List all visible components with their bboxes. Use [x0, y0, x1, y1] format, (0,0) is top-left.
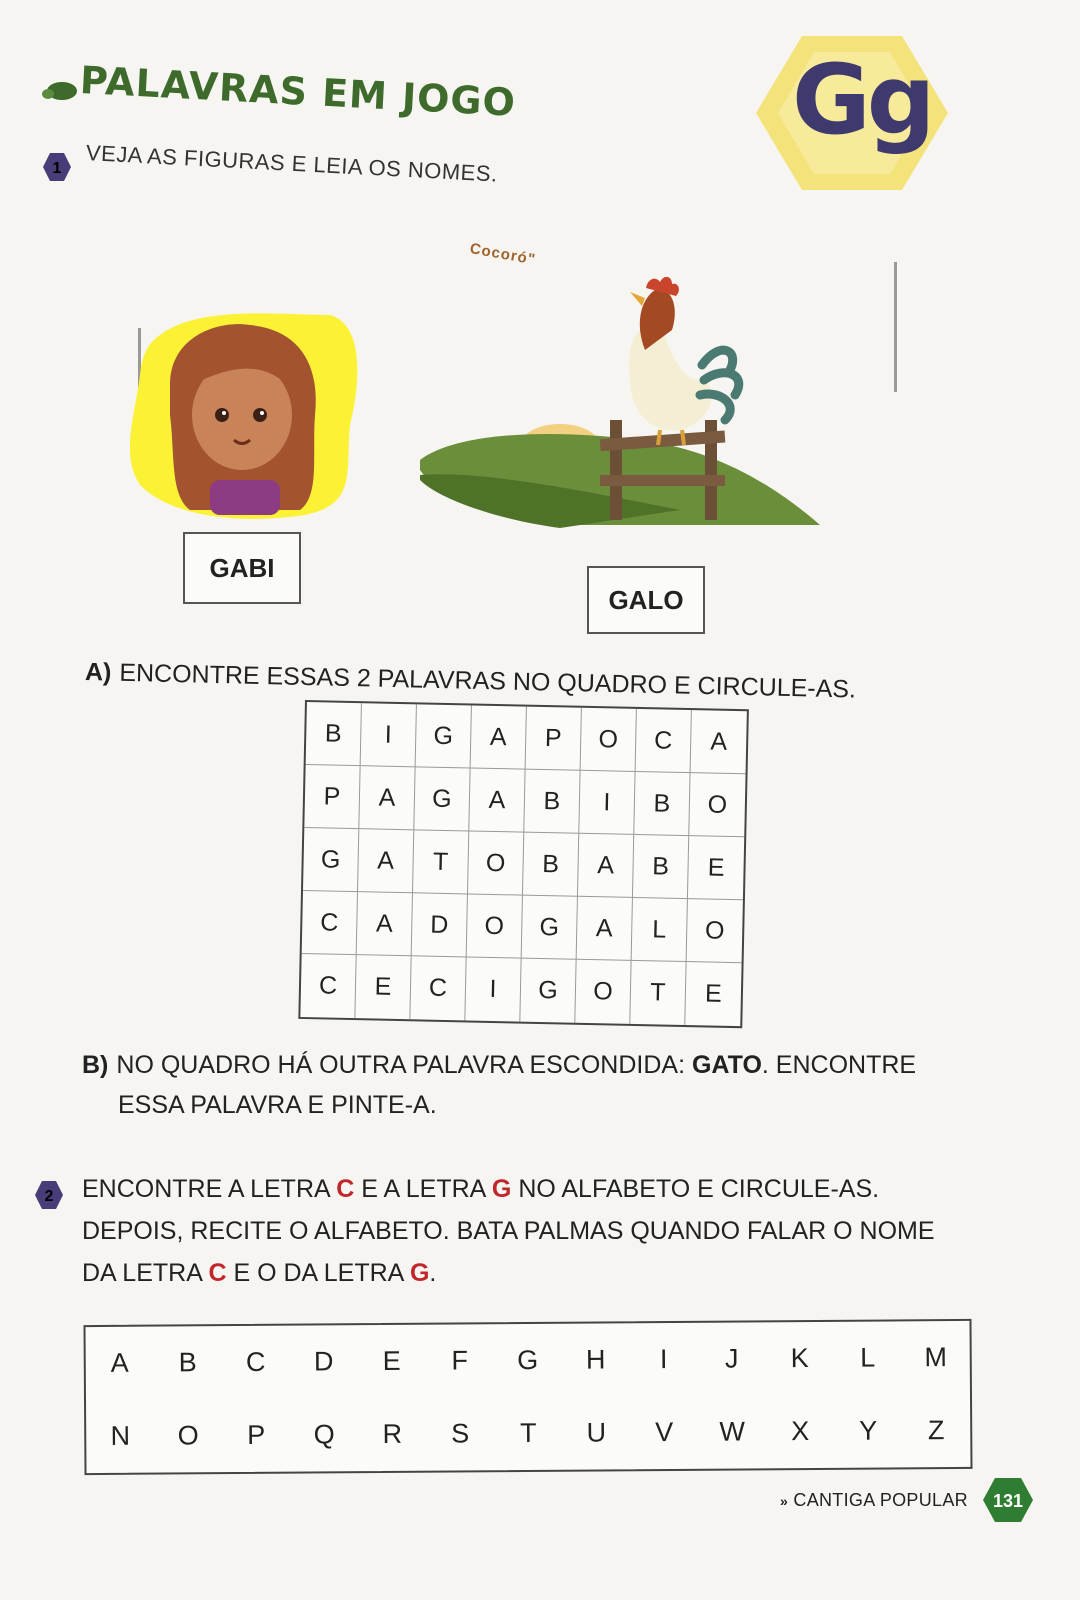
grid-cell[interactable]: A: [471, 705, 527, 769]
alphabet-letter[interactable]: G: [517, 1344, 539, 1376]
alphabet-letter[interactable]: L: [860, 1342, 876, 1373]
alphabet-letter[interactable]: H: [585, 1344, 606, 1375]
grid-cell[interactable]: D: [412, 893, 468, 957]
alphabet-letter[interactable]: R: [382, 1418, 403, 1450]
grid-cell[interactable]: O: [467, 894, 523, 958]
alphabet-letter[interactable]: X: [791, 1416, 810, 1447]
alphabet-letter[interactable]: F: [451, 1345, 469, 1376]
alphabet-letter[interactable]: Y: [859, 1415, 878, 1446]
svg-text:1: 1: [52, 160, 62, 177]
question-b: B) NO QUADRO HÁ OUTRA PALAVRA ESCONDIDA: GATO. ENCONTRE ESSA PALAVRA E PINTE-A.: [82, 1051, 917, 1119]
alphabet-letter[interactable]: P: [247, 1419, 266, 1450]
grid-cell[interactable]: P: [304, 765, 360, 829]
rooster-illustration: [420, 270, 820, 540]
alphabet-letter[interactable]: A: [110, 1347, 129, 1378]
word-search-grid[interactable]: [298, 700, 749, 1028]
alphabet-letter[interactable]: D: [313, 1346, 334, 1377]
grid-cell[interactable]: B: [523, 833, 579, 897]
alphabet-letter[interactable]: I: [659, 1344, 668, 1375]
number-badge-2: [34, 1180, 64, 1210]
grid-cell[interactable]: A: [691, 710, 747, 774]
grid-cell[interactable]: C: [636, 709, 692, 773]
grid-cell[interactable]: I: [361, 703, 417, 767]
activity-2-instruction: ENCONTRE A LETRA C E A LETRA G NO ALFABETO E CIRCULE-AS. DEPOIS, RECITE O ALFABETO. BATA PALMAS QUANDO FALAR O NOME DA LETRA C E O DA LETRA G.: [82, 1175, 935, 1287]
word-card-galo: GALO: [587, 566, 705, 634]
alphabet-letter[interactable]: T: [519, 1417, 537, 1449]
leaf-icon: [40, 80, 78, 102]
grid-cell[interactable]: P: [526, 707, 582, 771]
gabi-girl-illustration: [130, 305, 365, 520]
alphabet-letter[interactable]: B: [178, 1347, 197, 1378]
alphabet-letter[interactable]: E: [382, 1345, 401, 1377]
grid-cell[interactable]: T: [413, 830, 469, 894]
alphabet-letter[interactable]: N: [110, 1420, 131, 1451]
grid-cell[interactable]: O: [468, 831, 524, 895]
grid-cell[interactable]: A: [469, 768, 525, 832]
number-badge-1: [42, 152, 72, 182]
grid-cell[interactable]: A: [359, 766, 415, 830]
alphabet-letter[interactable]: K: [790, 1343, 809, 1374]
grid-cell[interactable]: I: [465, 957, 521, 1021]
grid-cell[interactable]: O: [581, 708, 637, 772]
featured-letter: Gg: [792, 44, 932, 156]
activity-1-instruction: VEJA AS FIGURAS E LEIA OS NOMES.: [85, 140, 499, 187]
grid-cell[interactable]: A: [577, 897, 633, 961]
section-title: PALAVRAS EM JOGO: [78, 58, 517, 125]
grid-cell[interactable]: E: [688, 836, 744, 900]
grid-cell[interactable]: B: [634, 772, 690, 836]
grid-cell[interactable]: L: [632, 898, 688, 962]
alphabet-letter[interactable]: V: [655, 1416, 674, 1448]
alphabet-box[interactable]: [83, 1319, 972, 1475]
alphabet-letter[interactable]: C: [245, 1346, 266, 1377]
alphabet-letter[interactable]: O: [177, 1420, 199, 1451]
grid-cell[interactable]: B: [524, 770, 580, 834]
grid-cell[interactable]: B: [306, 702, 362, 766]
alphabet-letter[interactable]: U: [586, 1417, 607, 1448]
grid-cell[interactable]: O: [575, 960, 631, 1024]
alphabet-letter[interactable]: Q: [313, 1419, 335, 1450]
rooster-sound-text: Cocoró": [468, 240, 538, 269]
grid-cell[interactable]: C: [302, 891, 358, 955]
question-a: A) ENCONTRE ESSAS 2 PALAVRAS NO QUADRO E CIRCULE-AS.: [84, 658, 857, 704]
grid-cell[interactable]: A: [578, 834, 634, 898]
alphabet-letter[interactable]: J: [724, 1343, 739, 1374]
grid-cell[interactable]: I: [579, 771, 635, 835]
alphabet-letter[interactable]: S: [451, 1418, 470, 1449]
alphabet-letter[interactable]: Z: [927, 1415, 945, 1446]
double-chevron-icon: »: [780, 1493, 789, 1509]
grid-cell[interactable]: E: [355, 955, 411, 1019]
grid-cell[interactable]: O: [687, 899, 743, 963]
alphabet-letter[interactable]: W: [719, 1416, 746, 1447]
grid-cell[interactable]: T: [630, 961, 686, 1025]
image-credit-line: [894, 262, 897, 392]
word-card-gabi: GABI: [183, 532, 301, 604]
alphabet-letter[interactable]: M: [924, 1342, 948, 1373]
page-number-badge: [982, 1476, 1034, 1524]
grid-cell[interactable]: A: [357, 892, 413, 956]
grid-cell[interactable]: O: [689, 773, 745, 837]
svg-text:2: 2: [44, 1188, 54, 1205]
grid-cell[interactable]: B: [633, 835, 689, 899]
grid-cell[interactable]: C: [300, 954, 356, 1018]
grid-cell[interactable]: C: [410, 956, 466, 1020]
grid-cell[interactable]: G: [520, 959, 576, 1023]
grid-cell[interactable]: G: [303, 828, 359, 892]
grid-cell[interactable]: A: [358, 829, 414, 893]
grid-cell[interactable]: E: [704, 979, 723, 1008]
grid-cell[interactable]: G: [416, 704, 472, 768]
grid-cell[interactable]: G: [414, 767, 470, 831]
source-credit: » CANTIGA POPULAR: [780, 1490, 968, 1510]
svg-text:131: 131: [992, 1491, 1024, 1511]
grid-cell[interactable]: G: [522, 896, 578, 960]
